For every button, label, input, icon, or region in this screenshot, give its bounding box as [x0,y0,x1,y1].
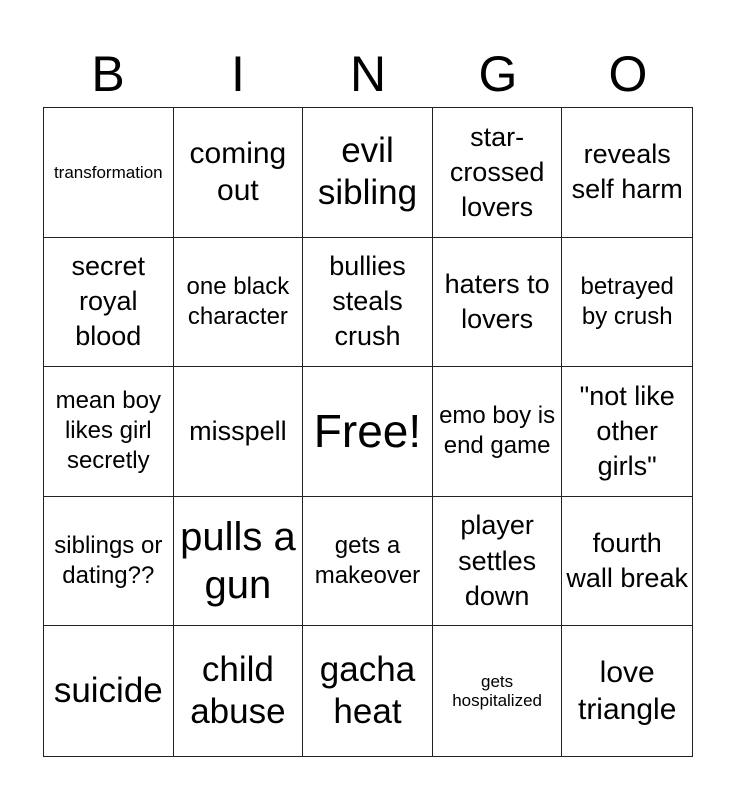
bingo-cell[interactable] [562,238,692,368]
cell-text: transformation [53,162,163,182]
bingo-cell[interactable] [433,108,563,238]
bingo-cell[interactable] [303,626,433,756]
bingo-board [43,107,693,757]
bingo-cell[interactable] [433,238,563,368]
bingo-cell[interactable] [174,367,304,497]
bingo-cell-free[interactable] [303,367,433,497]
cell-text: one black character [186,272,290,330]
bingo-cell[interactable] [174,626,304,756]
cell-text: gacha heat [319,650,416,732]
cell-text: evil sibling [317,131,418,213]
bingo-cell[interactable] [174,108,304,238]
cell-text: reveals self harm [571,139,683,205]
cell-text: haters to lovers [444,268,550,334]
bingo-cell[interactable] [433,626,563,756]
header-letter-n: N [349,46,387,102]
bingo-cell[interactable] [303,497,433,627]
bingo-cell[interactable] [174,497,304,627]
bingo-cell[interactable] [303,238,433,368]
bingo-cell[interactable] [433,367,563,497]
cell-text: betrayed by crush [580,272,674,330]
bingo-cell[interactable] [44,626,174,756]
cell-text: misspell [189,415,287,446]
cell-text: "not like other girls" [579,380,675,482]
bingo-cell[interactable] [562,367,692,497]
header-letter-g: G [478,46,518,102]
bingo-cell[interactable] [44,238,174,368]
bingo-cell[interactable] [44,108,174,238]
bingo-cell[interactable] [44,497,174,627]
header-letter-o: O [608,46,648,102]
cell-text: pulls a gun [180,515,296,608]
cell-text: child abuse [190,650,286,732]
header-letter-i: I [231,46,245,102]
bingo-cell[interactable] [44,367,174,497]
bingo-cell[interactable] [562,626,692,756]
cell-text: secret royal blood [71,251,146,352]
bingo-cell[interactable] [562,108,692,238]
bingo-cell[interactable] [562,497,692,627]
bingo-header [43,40,693,108]
cell-text: fourth wall break [566,528,688,594]
bingo-cell[interactable] [174,238,304,368]
cell-text: player settles down [458,510,537,611]
cell-text: coming out [189,136,287,208]
bingo-cell[interactable] [303,108,433,238]
bingo-cell[interactable] [433,497,563,627]
header-letter-b: B [91,46,125,102]
cell-text: star-crossed lovers [449,121,545,222]
free-space-text: Free! [313,405,422,458]
cell-text: siblings or dating?? [54,532,163,590]
cell-text: love triangle [577,655,677,727]
cell-text: bullies steals crush [329,251,406,352]
cell-text: suicide [53,671,163,711]
cell-text: mean boy likes girl secretly [55,387,161,475]
cell-text: gets hospitalized [452,671,542,711]
cell-text: gets a makeover [314,532,421,590]
cell-text: emo boy is end game [439,402,556,460]
